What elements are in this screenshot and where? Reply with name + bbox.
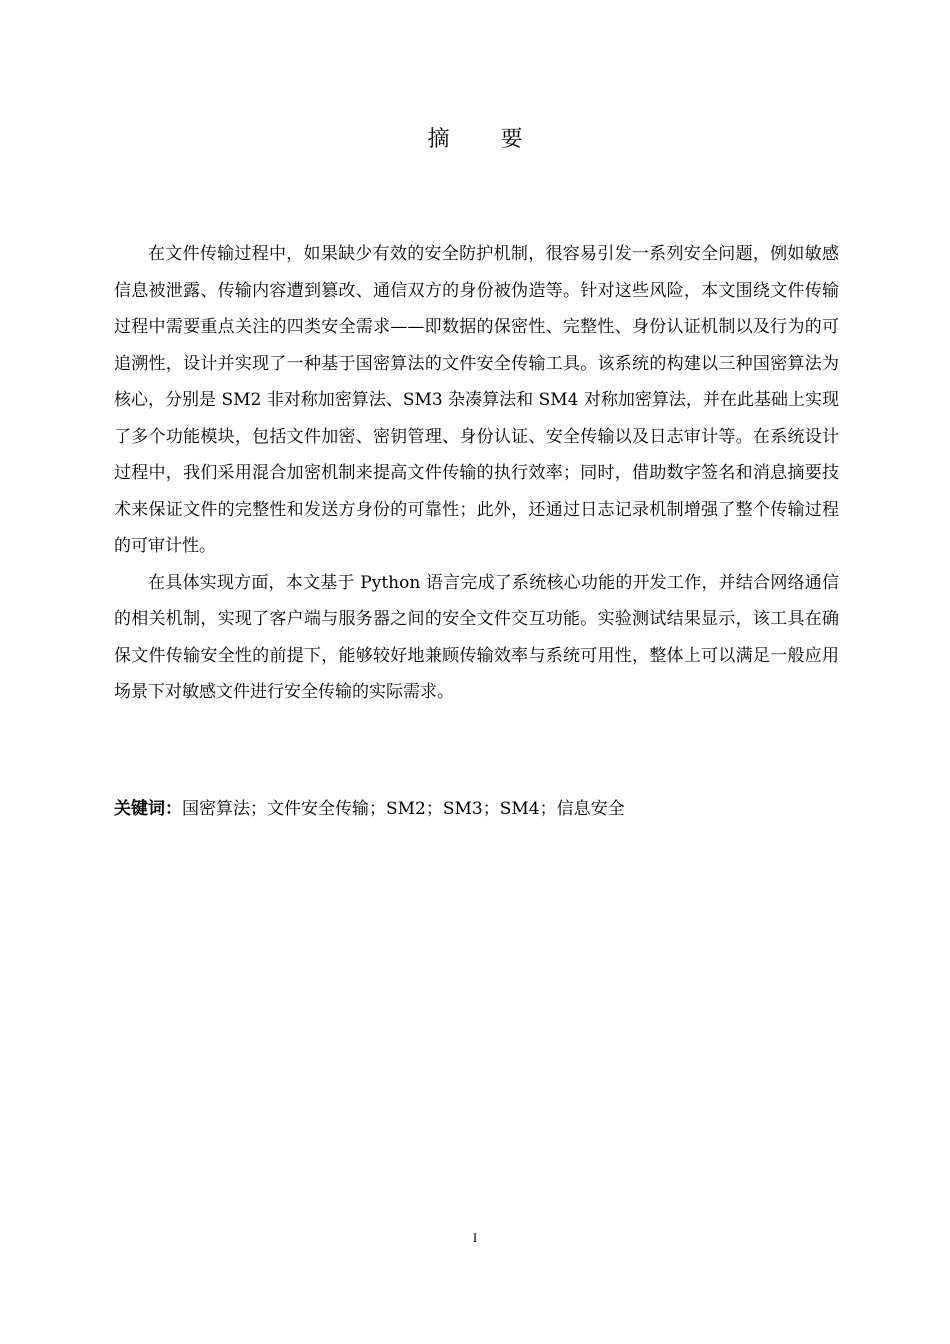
abstract-title: 摘 要 bbox=[427, 127, 545, 152]
page-number: I bbox=[472, 1230, 478, 1245]
abstract-paragraph-2: 在具体实现方面，本文基于 Python 语言完成了系统核心功能的开发工作，并结合网络通信的相关机制，实现了客户端与服务器之间的安全文件交互功能。实验测试结果显示，该工具在确保文件传输安全性的前提下，能够较好地兼顾传输效率与系统可用性，整体上可以满足一般应用场景下对敏感文件进行安全传输的实际需求。 bbox=[114, 572, 839, 702]
keywords-label: 关键词： bbox=[114, 799, 182, 819]
abstract-paragraph-1: 在文件传输过程中，如果缺少有效的安全防护机制，很容易引发一系列安全问题，例如敏感信息被泄露、传输内容遭到篡改、通信双方的身份被伪造等。针对这些风险，本文围绕文件传输过程中需要重点关注的四类安全需求——即数据的保密性、完整性、身份认证机制以及行为的可追溯性，设计并实现了一种基于国密算法的文件安全传输工具。该系统的构建以三种国密算法为核心，分别是 SM2 非对称加密算法、SM3 杂凑算法和 SM4 对称加密算法，并在此基础上实现了多个功能模块，包括文件加密、密钥管理、身份认证、安全传输以及日志审计等。在系统设计过程中，我们采用混合加密机制来提高文件传输的执行效率；同时，借助数字签名和消息摘要技术来保证文件的完整性和发送方身份的可靠性；此外，还通过日志记录机制增强了整个传输过程的可审计性。 bbox=[114, 244, 839, 556]
abstract-body bbox=[114, 236, 839, 711]
keywords-line bbox=[114, 794, 625, 824]
keywords-value: 国密算法；文件安全传输；SM2；SM3；SM4；信息安全 bbox=[182, 799, 625, 819]
